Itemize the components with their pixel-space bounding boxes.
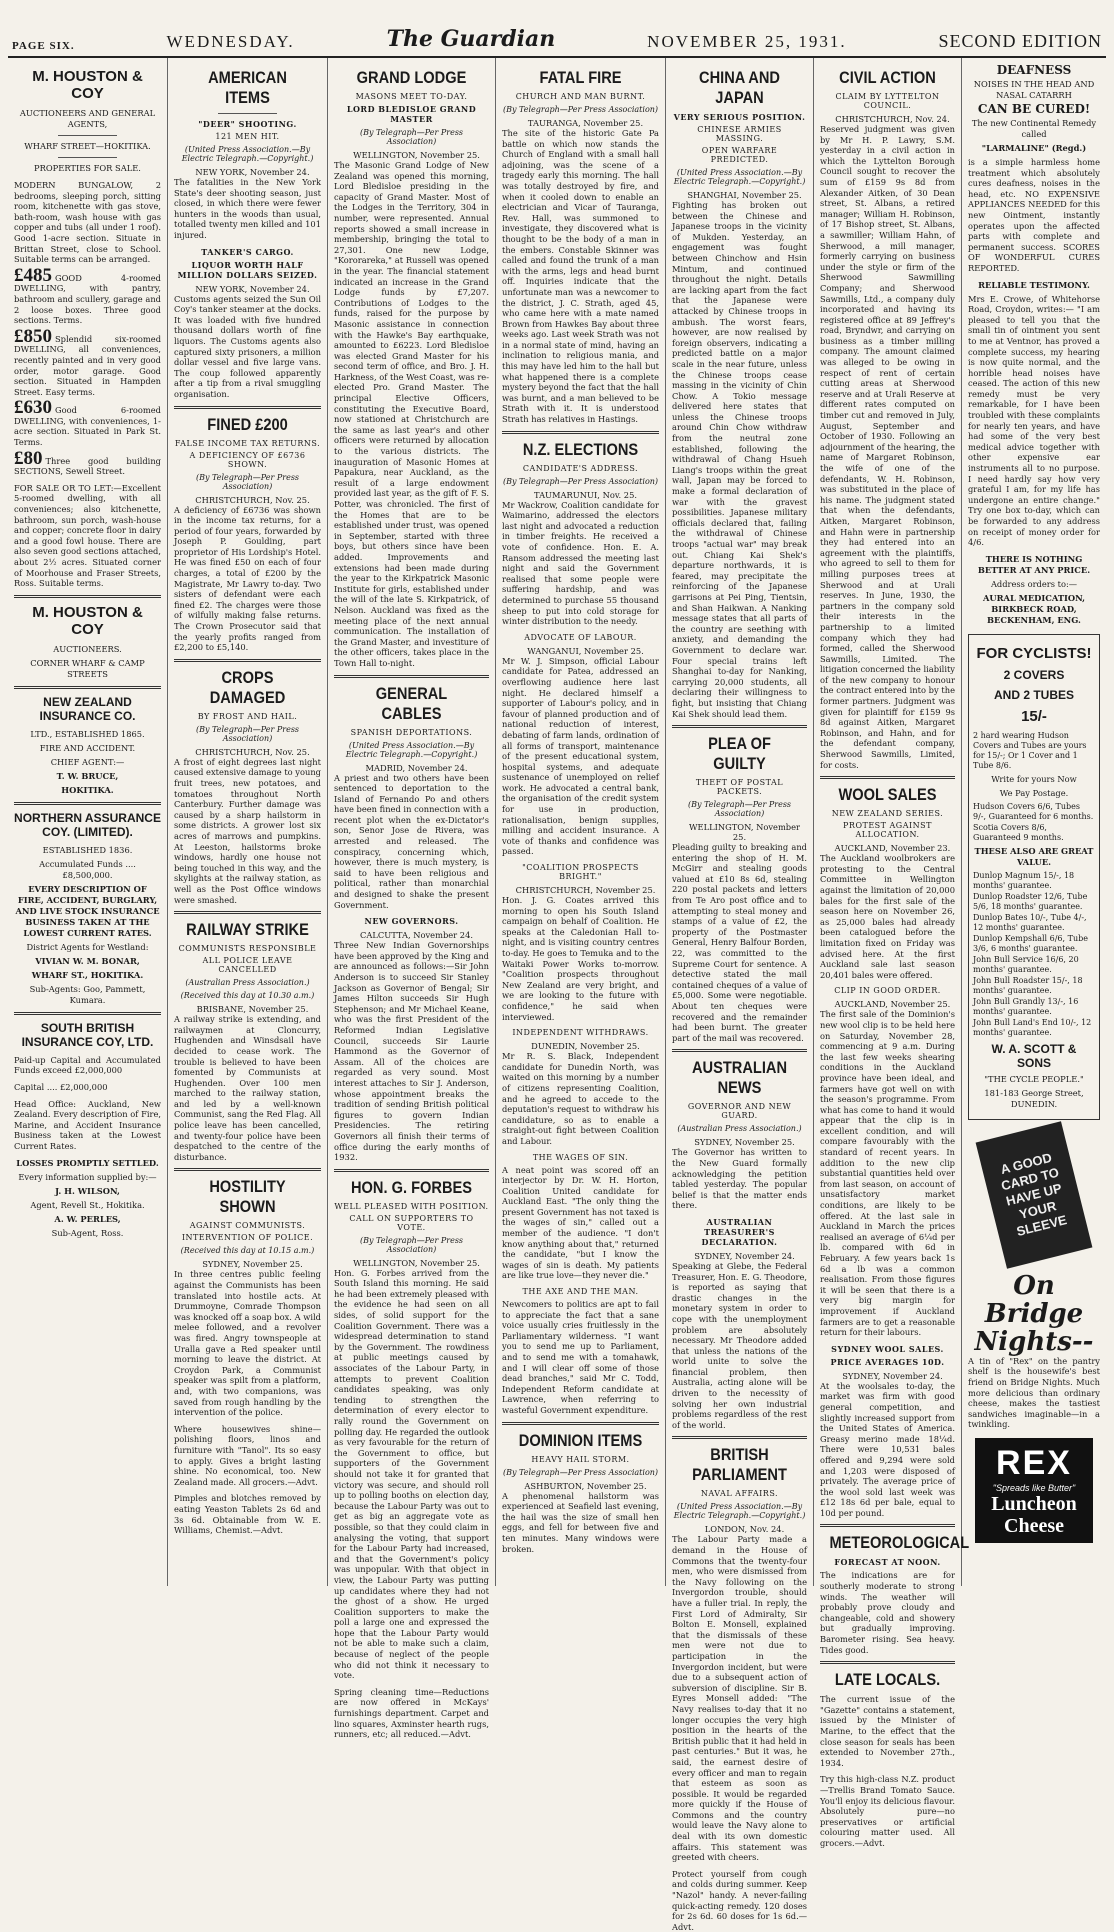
firm-name: M. HOUSTON & COY [32,68,143,102]
article-body: Mr W. J. Simpson, official Labour candidate for Patea, addressed an overflowing audience here last night. He declared himself a supporter of Labour's policy, and in favour of planned production and of national reduction of interest, debating of farm lands, ordination of all forms of transport, maintenance of the present educational system, hospital systems, and adequate sustenance of unemployed on relief work. He advocated a central bank, the organisation of the credit system for use in production, rationalisation, benign supplies, milling and accident insurance. A vote of thanks and confidence was passed. [502,655,659,857]
subhead: COMMUNISTS RESPONSIBLE [178,944,317,954]
subhead: TANKER'S CARGO. [201,246,294,257]
subhead: CALL ON SUPPORTERS TO VOTE. [349,1213,474,1232]
article-body: A deficiency of £6736 was shown in the income tax returns, for a period of four years, forwarded by Joseph P. Goulding, part proprietor of His Lordship's Hotel. He was fined £50 on each of four charges, a total of £200 by the Magistrate, Mr Lawry to-day. Two sisters of defendant were each fined £2. The charges were those of wilfully making false returns. The Crown Prosecutor said that the yearly profits ranged from £2,200 to £5,140. [174,504,321,653]
headline: AMERICAN ITEMS [208,68,287,107]
subhead: CLIP IN GOOD ORDER. [834,986,941,996]
subhead: INDEPENDENT WITHDRAWS. [512,1028,649,1038]
edition: SECOND EDITION [938,31,1102,51]
article-body: A phenomenal hailstorm was experienced at Seafield last evening, the hail was the size of small hen eggs, and fell for between five and ten minutes. Many windows were broken. [502,1490,659,1554]
property-listing: MODERN BUNGALOW, 2 bedrooms, sleeping porch, sitting room, kitchenette with gas stove, bath-room, wash house with gas copper and tubs (all under 1 roof). Good 1-acre section. Situate in Brittan Street, close to School. Suitable terms can be arranged. [14,180,161,265]
column-1 [8,58,168,1586]
dateline: LONDON, Nov. 24. [704,1524,785,1535]
article-body: Pleading guilty to breaking and entering the shop of H. M. McGirr and stealing goods valued at £10 8s 6d, stealing 220 postal packets and letters from Te Aro post office and to attempting to steal money and stamps of a value of £2, the property of the Postmaster General, Henry Balfour Borden, 22, was committed to the Supreme Court for sentence. A detective stated the mail contained cheques of a value of £5,000. Some were negotiable. About ten cheques were recovered and the remainder had been burnt. The greater part of the mail was recovered. [672,842,807,1043]
article-body: Mr R. S. Black, Independent candidate for Dunedin North, was waited on this morning by a number of citizens representing Coalition, and he agreed to accede to the deputation's request to withdraw his candidature, so as to enable a straight-out fight between Coalition and Labour. [502,1051,659,1146]
column-6 [814,58,970,1848]
headline: PLEA OF GUILTY [708,734,771,774]
divider [672,1049,807,1052]
article-body: The Masonic Grand Lodge of New Zealand was opened this morning, Lord Bledisloe presiding in the capacity of Grand Master. Most of the Lodges in the Territory, 304 in number, were represented. Annual reports showed a small increase in membership, bringing the total to 27,301. One new Lodge, "Kororareka," at Russell was opened in the year. The financial statement indicated an increase in the Grand Lodge funds by £7,207. Contributions of Lodges to the funds, raised for the purpose by Masonic assistance in connection with the Hawke's Bay earthquake, amounted to £6223. Lord Bledisloe was elected Grand Master for his second term of office, and Bro. J. H. Harkness, of the West Coast, was re-elected Pro. Grand Master. The principal Elective Officers, constituting the Executive Board, now stationed at Christchurch are the same as last year's and other officers were returned by allocation to the various districts. The inauguration of Masonic Homes at Papakura, near Auckland, as the result of a large endowment provided last year, as the gift of F. S. Potter, was chronicled. The first of the Homes that are to be established under trust, was opened in September, started with three boys, but others since have been added. Improvements and extensions had been made during the year to the Kirkpatrick Masonic Institute for girls, established under the will of the late S. Kirkpatrick, of Nelson. Auckland was fixed as the meeting place of the next annual communication. The installation of the Grand Master, and investiture of the other officers, takes place in the Town Hall to-night. [334,160,489,668]
rex-ad-headline: On Bridge Nights-- [974,1270,1094,1357]
agent-label: District Agents for Westland: [26,941,149,952]
ad-subhead: RELIABLE TESTIMONY. [978,279,1090,290]
ad-title: DEAFNESS [996,63,1072,77]
credit-line: (By Telegraph—Per Press Association) [502,105,659,114]
dateline: NEW YORK, November 24. [195,283,310,294]
column-7 [962,58,1106,1586]
agent-address: Agent, Revell St., Hokitika. [30,1199,145,1210]
received-line: (Received this day at 10.30 a.m.) [180,991,315,1001]
column-3 [328,58,496,1740]
headline: CIVIL ACTION [839,68,936,87]
column-4 [496,58,666,1586]
dateline: CHRISTCHURCH, Nov. 24. [835,114,950,124]
divider [672,1436,807,1439]
article-body: Speaking at Glebe, the Federal Treasurer, Hon. E. G. Theodore, is reported as saying that drastic changes in the monetary system in order to cope with the unemployment problem are absolutely necessary. Mr Theodore added that unless the nations of the world unite to solve the financial problem, then Australia, acting alone will be driven to the necessity of solving her own industrial problems regardless of the rest of the world. [672,1260,807,1430]
ad-headline: CAN BE CURED! [977,102,1091,116]
advertisement: Try this high-class N.Z. product—Trellis Brand Tomato Sauce. You'll enjoy its delicious flavour. Absolutely pure—no preservatives or artificial colouring matter used. All grocers.—Advt. [820,1774,955,1848]
tyre-item: John Bull Service 16/6, 20 months' guarantee. [973,954,1079,974]
credit-line: (United Press Association.—By Electric Telegraph.—Copyright.) [673,1502,806,1521]
dateline: WELLINGTON, November 25. [353,150,480,160]
subhead: BY FROST AND HAIL. [197,711,298,721]
subhead: HEAVY HAIL STORM. [531,1454,630,1464]
subhead: THE AXE AND THE MAN. [522,1287,639,1297]
tyre-item: Dunlop Magnum 15/-, 18 months' guarantee. [973,870,1075,890]
article-body: Fighting has broken out between the Chinese and Japanese troops in the vicinity of Mukden. Yesterday, an engagement was fought between Chinchow and Hsin Mintum, and continued throughout the night. Details are lacking apart from the fact that the Japanese were attacked by Chinese troops in ambush. The worst fears, however, are now realised by foreign observers, indicating a predicted battle on a major scale in the near future, unless the Chinese troops cease massing in the vicinity of Chin Chow. A Tokio message delivered here states that unless the Chinese troops around Chin Chow withdraw from the neutral zone established, following the withdrawal of Chang Hsueh Liang's troops within the great wall, Japan may be forced to make a formal declaration of war with the gravest possibilities. Japanese military officials declared that, failing the withdrawal of Chinese troops "actual war" may break out. Chiang Kai Shek's departure northwards, it is feared, may precipitate the reinforcing of the Japanese garrisons at Pei Ping, Tientsin, and Shan Haikwan. A Nanking message states that all parts of the country are seething with anxiety, and demanding the Government to declare war. Four special trains left Shanghai to-day for Nanking, carrying 20,000 students, all declaring their willingness to fight, but insisting that Chiang Kai Shek should lead them. [672,200,807,719]
article-body: Reserved judgment was given by Mr H. P. Lawry, S.M. yesterday in a civil action in which the Lyttelton Borough Council sought to recover the sum of £159 9s 8d from Alexander Aitken, of 30 Dean street, St. Albans, a retired manager; William H. Robinson, of 17 Bishop street, St. Albans, a sawmiller; William Hahn, of Sherwood, a mill manager, formerly carrying on business under the style or firm of the Sherwood Sawmilling Company; and Sherwood Sawmills, Ltd., a company duly incorporated and having its registered office at 89 Jeffrey's road, Bryndwr, and carrying on business as a timber milling company. The amount claimed was alleged to be owing in respect of rent of certain cutting areas at Sherwood reserve and at Urali Reserve at different rates computed on timber cut and removed in July, August, September and October of 1930. Following an adjournment of the hearing, the name of Margaret Robinson, the wife of one of the defendants, W. H. Robinson, was substituted in the place of his name. The judgment stated that when the defendants, Aitken, Margaret Robinson, and Hahn were in partnership they had entered into an agreement with the plaintiffs, who agreed to sell to them for milling purposes trees at Sherwood and at Urali reserves. In June, 1930, the partners in the company sold their interests in the partnership to a limited company which they had formed, called the Sherwood Sawmills, Limited. The litigation concerned the liability of the new company to honour the contract entered into by the former partners. Judgment was given for plaintiff for £159 9s 8d against Aitken, Margaret Robinson, and Hahn, and for the defendant company, Sherwood Sawmills, Limited, for costs. [820,124,955,770]
property-price: £485 [14,264,52,286]
dateline: SYDNEY, November 24. [842,1370,943,1381]
cycle-ad-firm-sub: "THE CYCLE PEOPLE." [984,1073,1084,1084]
dateline: WANGANUI, November 25. [527,645,644,656]
property-text: Good 6-roomed DWELLING, with conveniences, 1-acre section. Situated in Park St. Terms. [14,405,161,448]
article-body: The Labour Party made a demand in the House of Commons that the twenty-four men, who were dismissed from the Navy following on the Invergordon trouble, should have a fuller trial. In reply, the First Lord of Admiralty, Sir Bolton E. Monsell, explained that the dismissals of these men were not due to participation in the Invergordon incident, but were due to a subsequent action of subversion of discipline. Sir B. Eyres Monsell added: "The Navy realises to-day that it no longer occupies the very high position in the hearts of the British public that it had held in past centuries." But it was, he said, the earnest desire of every officer and man to regain that esteem as soon as possible. It would be regarded more quickly if the House of Commons and the country would leave the Navy alone to deal with its own domestic affairs. This statement was greeted with cheers. [672,1534,807,1863]
dateline: AUCKLAND, November 23. [834,843,951,854]
article-body: A neat point was scored off an interjector by Dr. W. H. Horton, Coalition United candidate for Auckland East. "The only thing the present Government has not taxed is the wages of sin," called out a member of the audience. "I don't know anything about that," returned the candidate, "but I know the wages of sin is death. My patients are like true love—they never die." [502,1164,659,1281]
subhead: PROTEST AGAINST ALLOCATION. [843,821,932,840]
property-listing [14,397,161,448]
property-text: GOOD 4-roomed DWELLING, with pantry, bathroom and scullery, garage and 2 loose boxes. Three good sections. Terms. [14,272,161,326]
subhead: FALSE INCOME TAX RETURNS. [174,438,321,448]
cycle-ad-write: Write for yours Now [991,773,1077,784]
tyre-item: John Bull Grandly 13/-, 16 months' guarantee. [973,996,1079,1016]
article-body: Customs agents seized the Sun Oil Coy's tanker steamer at the docks. It was loaded with five hundred thousand dollars worth of fine liquors. The Customs agents also captured sixty prisoners, a million dollar vessel and five large vans. The coup followed apparently after a tip from a rival smuggling organisation. [174,293,321,399]
subhead: A DEFICIENCY OF £6736 SHOWN. [189,450,306,469]
article-body: A priest and two others have been sentenced to deportation to the Island of Fernando Po and others have been fined in connection with a recent plot when the ex-Dictator's son, Senor Jose de Rivera, was arrested and released. The conspiracy, concerning which, however, there is much mystery, is said to have been religious and political, rather than monarchial and designed to shake the present Government. [334,772,489,910]
divider [14,686,161,689]
advertisement: Where housewives shine—polishing floors, linos and furniture with "Tanol". Its so easy to apply. Gives a bright lasting shine. No economical, too. New Zealand made. All grocers.—Advt. [174,1423,321,1487]
ad-text: Mrs E. Crowe, of Whitehorse Road, Croydon, writes:— "I am pleased to tell you that the small tin of ointment you sent to me at Ventnor, has proved a complete success, my hearing is now quite normal, and the horrible head noises have ceased. The action of this new remedy must be very remarkable, for I have been troubled with these complaints for nearly ten years, and have had some of the very best medical advice together with other expensive ear instruments all to no purpose. I need hardly say how very grateful I am, for my life has undergone an entire change." Try one box to-day, which can be forwarded to any address on receipt of money order for 4/6. [968,293,1100,548]
ad-subtitle: NOISES IN THE HEAD AND NASAL CATARRH [973,79,1095,100]
credit-line: (By Telegraph—Per Press Association) [359,1235,464,1254]
property-text: Splendid six-roomed DWELLING, all conveniences, recently painted and in very good order, motor garage. Good section. Situated in Hampden Street. Easy terms. [14,333,161,397]
sub-agents: Sub-Agents: Goo, Pammett, Kumara. [29,983,146,1005]
divider [174,1168,321,1171]
cycle-ad-covers: 2 COVERS [1003,667,1065,682]
insurance-office: Head Office: Auckland, New Zealand. Every description of Fire, Marine, and Accident Insurance Business taken at the Lowest Current Rates. [14,1098,161,1151]
rex-logo [975,1438,1093,1543]
insurance-desc: EVERY DESCRIPTION OF FIRE, ACCIDENT, BURGLARY, AND LIVE STOCK INSURANCE BUSINESS TAKEN AT THE LOWEST CURRENT RATES. [15,883,160,938]
divider [14,1012,161,1015]
subhead: "DEER" SHOOTING. [198,119,297,129]
subhead: SPANISH DEPORTATIONS. [350,727,473,737]
divider [174,911,321,914]
firm-sub: AUCTIONEERS AND GENERAL AGENTS, [19,108,156,129]
subhead: LORD BLEDISLOE GRAND MASTER [346,104,477,124]
divider [334,1169,489,1172]
subhead: MASONS MEET TO-DAY. [355,92,468,101]
rex-ad-text: A tin of "Rex" on the pantry shelf is the housewife's best friend on Bridge Nights. Much more delicious than ordinary cheese, makes the tastiest sandwiches imaginable—in a twinkling. [968,1355,1100,1430]
headline: FATAL FIRE [539,68,622,87]
article-body: In three centres public feeling against the Communists has been translated into hostile acts. At Drummoyne, Comrade Thompson was knocked off a soap box. A wild melee followed, and a revolver was fired. Angry townspeople at Uralla gave a Red speaker until morning to leave the district. At Croydon Park, a Communist speaker was spilt from a platform, and, with two companions, was saved from rough handling by the intervention of the police. [174,1269,321,1418]
subhead: CHINESE ARMIES MASSING. [697,125,782,143]
article-body: At the woolsales to-day, the market was firm with good general competition, and slightly increased support from the United States of America. Greasy merino made 18¼d. There were 10,531 bales offered and 9,294 were sold and 1,203 were disposed of privately. The average price of the wool sold last week was £12 18s 6d per bale, equal to 10d per pound. [820,1380,955,1518]
cycle-ad-postage: We Pay Postage. [999,787,1069,798]
insurance-capital: Capital .... £2,000,000 [14,1081,108,1092]
headline: HOSTILITY SHOWN [209,1177,286,1217]
article-body: The first sale of the Dominion's new wool clip is to be held here on Saturday, November 28, commencing at 9 a.m. During the last few weeks shearing conditions in the Auckland province have been ideal, and farmers have got well on with the season's programme. From what has come to hand it would appear that the clip is in excellent condition, and will compare favourably with the standard of recent years. In addition to the new clip substantial quantities held over from last season, on account of unsatisfactory market conditions, are likely to be offered. At the last sale in Auckland in March the prices realised an average of 6¼d per lb. compared with 6d in February. A few years back 1s 6d a lb was a common realisation. From those figures it will be seen that there is a very big margin for improvement if Auckland farmers are to get a reasonable return for their labours. [820,1009,955,1338]
tyre-item: John Bull Land's End 10/-, 12 months' guarantee. [973,1017,1092,1037]
divider [218,113,277,114]
insurance-type: FIRE AND ACCIDENT. [39,742,136,753]
divider [820,1524,955,1527]
subhead: NEW ZEALAND SERIES. [831,809,944,819]
divider [820,776,955,779]
insurance-name: NORTHERN ASSURANCE COY. (LIMITED). [14,810,161,839]
subhead: CANDIDATE'S ADDRESS. [522,463,639,473]
playing-card-illustration: A GOOD CARD TO HAVE UP YOUR SLEEVE [976,1121,1093,1268]
received-line: (Received this day at 10.15 a.m.) [180,1246,315,1256]
subhead: GOVERNOR AND NEW GUARD. [687,1102,792,1121]
headline: AUSTRALIAN NEWS [691,1058,788,1098]
headline: METEOROLOGICAL [829,1533,970,1553]
divider [820,1661,955,1664]
agent-name: T. W. BRUCE, [56,770,119,781]
headline: GRAND LODGE [356,68,467,87]
cycle-ad-firm-address: 181-183 George Street, DUNEDIN. [984,1087,1084,1109]
article-body: Newcomers to politics are apt to fail to appreciate the fact that a sane voice usually cries fruitlessly in the Parliamentary wilderness. "I want you to send me up to Parliament, and to send me with a tomahawk, and I will clear off some of those dead branches," said Mr C. Todd, Independent Reform candidate at Lawrence, when referring to wasteful Government expenditure. [502,1299,659,1415]
property-listing: FOR SALE OR TO LET:—Excellent 5-roomed dwelling, with all conveniences; also kitchenette, bathroom, sun porch, wash-house and copper; concrete floor in dairy and a good fowl house. There are also seven good sections attached, about 2½ acres. Situated corner of Moorhouse and Fraser Streets, Ross. Suitable terms. [14,482,161,589]
divider [58,135,117,136]
dateline: ASHBURTON, November 25. [524,1480,647,1491]
article-body: The current issue of the "Gazette" contains a statement, issued by the Minister of Marine, to the effect that the close season for seals has been extended to November 27th., 1934. [820,1694,955,1768]
credit-line: (Australian Press Association.) [677,1124,802,1134]
article-body: Mr Wackrow, Coalition candidate for Waimarino, addressed the electors last night and advocated a reduction in timber freights. He received a vote of confidence. Hon. E. A. Ransom addressed the meeting last night and said the Government realised that some people were suffering hardship, and was determined to purchase 55 thousand sheep to put into cold storage for winter distribution to the needy. [502,499,659,627]
ad-tagline: THERE IS NOTHING BETTER AT ANY PRICE. [977,553,1091,575]
headline: HON. G. FORBES [350,1177,473,1197]
article-body: Three New Indian Governorships have been approved by the King and are announced as follows:—Sir John Anderson is to succeed Sir Stanley Jackson as Governor of Bengal; Sir James Hilton succeeds Sir Hugh Stephenson; and Mr Michael Keane, who was the first President of the Reformed Indian Legislative Council, succeeds Sir Laurie Hammond as the Governor of Assam. All of the choices are regarded as very sound. Most interest attaches to Sir J. Anderson, whose appointment breaks the tradition of sending British political figures to govern Indian Presidencies. The retiring Governors all finish their terms of office during the early months of 1932. [334,940,489,1163]
dateline: CHRISTCHURCH, Nov. 25. [195,746,310,757]
dateline: MADRID, November 24. [365,762,468,773]
divider [14,595,161,598]
property-listing [14,325,161,398]
dateline: SYDNEY, November 24. [694,1250,795,1261]
credit-line: (By Telegraph—Per Press Association) [687,800,792,819]
headline: CROPS DAMAGED [209,667,286,707]
subhead: THE WAGES OF SIN. [532,1152,629,1162]
rex-brand: REX [996,1443,1072,1482]
tyre-item: Dunlop Roadster 12/6, Tube 5/6, 18 months' guarantee. [973,891,1088,911]
credit-line: (By Telegraph—Per Press Association) [502,1467,659,1477]
dateline: CHRISTCHURCH, Nov. 25. [195,494,310,505]
cycle-ad-title: FOR CYCLISTS! [976,644,1092,662]
date: NOVEMBER 25, 1931. [647,32,847,51]
credit-line: (Australian Press Association.) [185,978,310,988]
subhead: CLAIM BY LYTTELTON COUNCIL. [835,92,940,110]
masthead [8,8,1106,58]
insurance-info: Every information supplied by:— [18,1171,157,1182]
article-body: The site of the historic Gate Pa battle on which now stands the Church of England with a small hall adjoining, was the scene of a tragedy early this morning. The hall was totally destroyed by fire, and when it cooled down to enable an electrician and Vicar of Tauranga, Rev. Hall, was summoned to investigate, they discovered what is thought to be the body of a man in the embers. Constable Skinner was called and found the trunk of a man with the arms, legs and head burnt off. Inquiries indicate that the unfortunate man was a newcomer to the district, J. C. Strath, aged 45, who came here with a mate named Brown from Hawkes Bay about three weeks ago. Last week Strath was not in a normal state of mind, having an inclination to religious mania, and this may have led him to the hall but what happened there is a complete mystery beyond the fact that the hall was burnt, and a man believed to be Strath with it. It is understood Strath has relatives in Hastings. [502,128,659,425]
dateline: CHRISTCHURCH, November 25. [515,885,656,896]
property-listing [14,264,161,326]
divider [672,725,807,728]
divider [502,431,659,434]
dateline: SHANGHAI, November 25. [687,190,802,200]
article-body: Hon. J. G. Coates arrived this morning to open his South Island campaign on behalf of Coalition. He speaks at the Caledonian Hall to-night, and is visiting country centres to-day. He goes to Temuka and to the Waitaki Power Works to-morrow. "Coalition prospects throughout New Zealand are very bright, and we are looking to the future with confidence," he said when interviewed. [502,895,659,1022]
tyre-item: John Bull Roadster 15/-, 18 months' guarantee. [973,975,1083,995]
subhead: ALL POLICE LEAVE CANCELLED [202,956,293,975]
subhead: CHURCH AND MAN BURNT. [515,92,646,101]
credit-line: (By Telegraph—Per Press Association) [359,128,464,146]
cycle-ad-desc: 2 hard wearing Hudson Covers and Tubes are yours for 15/-; Or 1 Cover and 1 Tube 8/6. [973,730,1087,770]
subhead: AGAINST COMMUNISTS. [189,1221,306,1231]
subhead: NAVAL AFFAIRS. [700,1489,779,1499]
agent-name: VIVIAN W. M. BONAR, [35,955,140,966]
property-listing [14,447,161,477]
cycle-ad-tubes: AND 2 TUBES [993,687,1074,702]
insurance-est: ESTABLISHED 1836. [42,844,133,855]
day: WEDNESDAY. [166,32,295,51]
dateline: SYDNEY, November 25. [694,1137,795,1148]
tyre-item: Dunlop Kempshall 6/6, Tube 3/6, 6 months' guarantee. [973,933,1088,953]
credit-line: (United Press Association.—By Electric Telegraph.—Copyright.) [673,168,806,186]
properties-head: PROPERTIES FOR SALE. [34,163,141,173]
dateline: WELLINGTON, November 25. [353,1257,480,1268]
subhead: INTERVENTION OF POLICE. [181,1233,314,1243]
column-5 [666,58,814,1932]
rex-tagline: "Spreads like Butter" [992,1482,1076,1493]
article-body: The indications are for southerly moderate to strong winds. The weather will probably prove cloudy and changeable, cold and showery but gradually improving. Barometer rising. Sea heavy. Tides good. [820,1570,955,1655]
advertisement: Spring cleaning time—Reductions are now offered in McKays' furnishings department. Carpet and lino squares, Axminster hearth rugs, runners, etc; all reduced.—Advt. [334,1686,489,1740]
column-2 [168,58,328,1586]
subhead: PRICE AVERAGES 10D. [830,1356,945,1367]
headline: DOMINION ITEMS [518,1430,643,1450]
article-body: The Governor has written to the New Guard formally acknowledging the petition tabled yesterday. The popular belief is that the matter ends there. [672,1147,807,1211]
article-body: A frost of eight degrees last night caused extensive damage to young fruit trees, new potatoes, and tomatoes throughout North Canterbury. Further damage was caused by a sharp hailstorm in some districts. A grower lost six acres of marrows and pumpkins. At Leeston, hailstorms broke windows, hardly one house not being touched in this way, and the skylights at the railway station, as well as the Post Office windows were smashed. [174,756,321,905]
property-price: £630 [14,397,52,419]
headline: BRITISH PARLIAMENT [692,1445,787,1485]
rex-product: Luncheon Cheese [991,1492,1077,1537]
firm-address: WHARF STREET—HOKITIKA. [24,141,151,151]
credit-line: (United Press Association.—By Electric Telegraph.—Copyright.) [345,740,478,759]
subhead: WELL PLEASED WITH POSITION. [334,1201,489,1211]
dateline: SYDNEY, November 25. [202,1259,303,1270]
insurance-funds: Accumulated Funds .... £8,500,000. [39,858,136,880]
cycle-ad-line: Scotia Covers 8/6, Guaranteed 9 months. [973,822,1064,842]
dateline: AUCKLAND, November 25. [834,999,951,1010]
headline: CHINA AND JAPAN [699,68,780,107]
cycle-ad-price: 15/- [1021,707,1047,725]
headline: FINED £200 [207,414,288,434]
subhead: THEFT OF POSTAL PACKETS. [695,778,784,797]
subhead: SYDNEY WOOL SALES. [831,1343,944,1354]
agent-address: Sub-Agent, Ross. [51,1227,124,1238]
firm-sub: AUCTIONEERS. [53,643,122,654]
ad-orders-label: Address orders to:— [990,578,1078,589]
property-price: £850 [14,325,52,347]
article-body: A railway strike is extending, and railwaymen at Cloncurry, Hughenden and Winsdsail have decided to cease work. The trouble is believed to have been fomented by Communists at Hughenden. Over 100 men marched to the railway station, and led by a well-known Communist, sang the Red Flag. All police leave has been cancelled, and twenty-four police have been despatched to the centre of the disturbance. [174,1014,321,1162]
agent-address: WHARF ST., HOKITIKA. [31,969,144,980]
credit-line: (By Telegraph—Per Press Association) [195,724,300,743]
insurance-losses: LOSSES PROMPTLY SETTLED. [16,1157,159,1168]
divider [14,802,161,805]
credit-line: (By Telegraph—Per Press Association) [195,472,300,491]
divider [334,675,489,678]
headline: N.Z. ELECTIONS [522,439,639,459]
article-body: Hon. G. Forbes arrived from the South Island this morning. He said he had been extremely pleased with the evidence he had seen on all sides, of solid support for the Coalition Government. There was a widespread determination to stand by the Government. The rowdiness at public meetings caused by associates of the Labour Party, in attempts to prevent Coalition candidates speaking, was only tending to strengthen the determination of every elector to rally round the Government on polling day. He regarded the outlook as very favourable for the return of the Government to office, but supporters of the Government should not take it for granted that victory was secure, and should roll up to polling booths on election day, because the Labour Party was out to get as big an aggregate vote as possible, so that they could claim in analysing the voting, that support for the Labour Party had increased, and that the Government's policy was unpopular. With that object in view, the Labour Party was putting up candidates where they had not the ghost of a show. He urged Coalition supporters to make the poll a large one and expressed the hope that the Labour Party would not be able to make such a claim, because of neglect of the people who did not think it necessary to vote. [334,1267,489,1681]
subhead: 121 MEN HIT. [215,132,280,141]
insurance-name: SOUTH BRITISH INSURANCE COY, LTD. [21,1020,154,1049]
credit-line: (United Press Association.—By Electric Telegraph.—Copyright.) [181,145,314,163]
ad-address: AURAL MEDICATION, BIRKBECK ROAD, BECKENHAM, ENG. [982,592,1086,625]
property-price: £80 [14,447,43,469]
firm-address: CORNER WHARF & CAMP STREETS [30,657,145,679]
subhead: "COALITION PROSPECTS BRIGHT." [522,863,639,882]
headline: LATE LOCALS. [834,1670,941,1690]
divider [502,1422,659,1425]
insurance-name: NEW ZEALAND INSURANCE CO. [39,694,136,723]
headline: WOOL SALES [838,785,937,805]
dateline: BRISBANE, November 25. [196,1004,309,1015]
firm-name: M. HOUSTON & COY [32,603,143,638]
dateline: TAURANGA, November 25. [527,118,644,128]
dateline: WELLINGTON, November 25. [688,822,800,843]
agent-name: A. W. PERLES, [54,1213,121,1224]
insurance-est: LTD., ESTABLISHED 1865. [30,728,145,739]
subhead: LIQUOR WORTH HALF MILLION DOLLARS SEIZED. [177,259,318,280]
cycle-ad-firm: W. A. SCOTT & SONS [991,1041,1077,1070]
tyre-item: Dunlop Bates 10/-, Tube 4/-, 12 months' guarantee. [973,912,1087,932]
insurance-capital: Paid-up Capital and Accumulated Funds exceed £2,000,000 [14,1054,161,1076]
advertisement: Protect yourself from cough and colds during summer. Keep "Nazol" handy. A never-failing quick-acting remedy. 120 doses for 2s 6d. 60 doses for 1s 6d.—Advt. [672,1868,807,1932]
ad-product: "LARMALINE" (Regd.) [981,143,1087,153]
subhead: VERY SERIOUS POSITION. [673,112,806,122]
ad-text: The new Continental Remedy called [971,118,1097,139]
agent-label: CHIEF AGENT:— [50,756,125,767]
divider [58,157,117,158]
dateline: CALCUTTA, November 24. [360,930,473,941]
advertisement: Pimples and blotches removed by eating Yeaston Tablets 2s 6d and 3s 6d. Obtainable from W. E. Williams, Chemist.—Advt. [174,1493,321,1536]
page-number: PAGE SIX. [12,40,75,52]
dateline: DUNEDIN, November 25. [531,1041,640,1052]
property-text: Three good building SECTIONS, Sewell Street. [14,455,161,477]
subhead: FORECAST AT NOON. [834,1557,941,1568]
paper-title: The Guardian [386,26,556,52]
cycle-ad [968,634,1100,1120]
cycle-ad-also: THESE ALSO ARE GREAT VALUE. [974,845,1094,867]
divider [174,659,321,662]
subhead: OPEN WARFARE PREDICTED. [701,146,778,164]
ad-text: is a simple harmless home treatment which absolutely cures deafness, noises in the head, etc. NO EXPENSIVE APPLIANCES NEEDED for this new Ointment, instantly operates upon the affected parts with complete and permanent success. SCORES OF WONDERFUL CURES REPORTED. [968,157,1100,273]
agent-town: HOKITIKA. [61,784,114,795]
article-body: The Auckland woolbrokers are protesting to the Central Committee in Wellington against the limitation of 20,000 bales for the first sale of the season here on November 26, as 25,000 bales had already been catalogued before the limitation fixed on Friday was advised here. At the first Auckland sale last season 20,401 bales were offered. [820,853,955,980]
subhead: ADVOCATE OF LABOUR. [524,632,637,642]
headline: GENERAL CABLES [375,683,448,723]
subhead: NEW GOVERNORS. [364,916,459,927]
article-body: The fatalities in the New York State's deer shooting season, just closed, in which there were fewer hunters in the woods than usual, totalled twenty men killed and 101 injured. [174,177,321,240]
agent-name: J. H. WILSON, [55,1185,120,1196]
subhead: AUSTRALIAN TREASURER'S DECLARATION. [701,1216,778,1247]
credit-line: (By Telegraph—Per Press Association) [502,476,659,486]
headline: RAILWAY STRIKE [186,920,309,940]
divider [174,406,321,409]
dateline: TAUMARUNUI, Nov. 25. [533,489,638,500]
dateline: NEW YORK, November 24. [195,167,310,177]
cycle-ad-line: Hudson Covers 6/6, Tubes 9/-, Guaranteed for 6 months. [973,801,1094,821]
